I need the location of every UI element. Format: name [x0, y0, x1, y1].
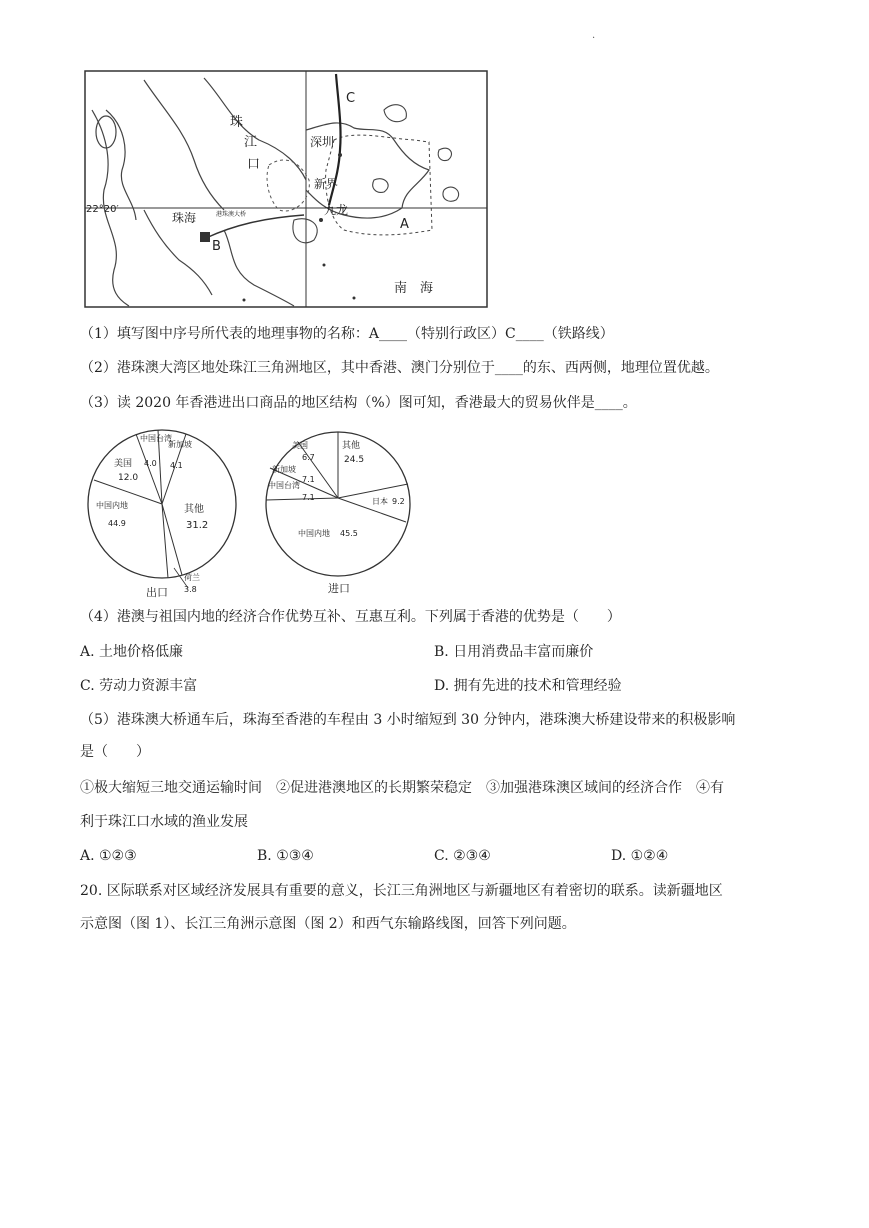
question-3: （3）读 2020 年香港进出口商品的地区结构（%）图可知，香港最大的贸易伙伴是____。 — [80, 395, 637, 411]
import-slice-value: 6.7 — [302, 453, 315, 462]
export-slice-label: 新加坡 — [168, 440, 192, 449]
export-slice-label: 美国 — [114, 459, 133, 469]
question-2: （2）港珠澳大湾区地处珠江三角洲地区，其中香港、澳门分别位于____的东、西两侧，地理位置优越。 — [80, 360, 719, 376]
question-20-line2: 示意图（图 1）、长江三角洲示意图（图 2）和西气东输路线图，回答下列问题。 — [80, 916, 576, 932]
map-label-zhu: 珠 — [230, 115, 244, 130]
export-slice-value: 3.8 — [184, 585, 197, 594]
question-5-line4: 利于珠江口水域的渔业发展 — [80, 814, 248, 830]
question-5-line1: （5）港珠澳大桥通车后，珠海至香港的车程由 3 小时缩短到 30 分钟内，港珠澳大桥建设带来的积极影响 — [80, 712, 736, 728]
question-5-option-d: D. ①②④ — [611, 848, 669, 864]
question-5-option-c: C. ②③④ — [434, 848, 491, 864]
question-5-line3: ①极大缩短三地交通运输时间 ②促进港澳地区的长期繁荣稳定 ③加强港珠澳区域间的经济合作 ④有 — [80, 780, 724, 796]
map-label-shenzhen: 深圳 — [310, 135, 335, 149]
export-slice-label: 中国台湾 — [140, 434, 172, 443]
map-label-nanhai: 南 海 — [394, 281, 434, 296]
map-label-b: B — [212, 239, 221, 254]
import-slice-value: 7.1 — [302, 475, 315, 484]
import-pie-chart — [262, 428, 422, 600]
import-slice-value: 24.5 — [344, 455, 365, 465]
map-label-jiang: 江 — [244, 135, 258, 150]
import-slice-value: 7.1 — [302, 493, 315, 502]
map-label-jiulong: 九龙 — [324, 203, 349, 217]
import-slice-label: 中国台湾 — [268, 481, 300, 490]
pearl-river-map — [84, 70, 488, 308]
import-slice-value: 9.2 — [392, 497, 405, 506]
import-slice-value: 45.5 — [340, 529, 358, 538]
export-caption: 出口 — [146, 586, 168, 599]
page-dot: . — [592, 30, 596, 41]
question-4-stem: （4）港澳与祖国内地的经济合作优势互补、互惠互利。下列属于香港的优势是（ ） — [80, 609, 621, 625]
export-slice-value: 4.0 — [144, 459, 157, 468]
import-slice-label: 中国内地 — [298, 529, 330, 538]
map-label-c: C — [346, 91, 356, 106]
question-4-option-b: B. 日用消费品丰富而廉价 — [434, 644, 594, 660]
export-slice-value: 12.0 — [118, 473, 139, 483]
import-slice-label: 美国 — [292, 441, 308, 450]
export-slice-label: 其他 — [184, 504, 204, 515]
map-label-bridge: 港珠澳大桥 — [216, 211, 247, 218]
export-slice-label: 荷兰 — [184, 573, 200, 582]
question-4-option-c: C. 劳动力资源丰富 — [80, 678, 198, 694]
map-label-zhuhai: 珠海 — [172, 211, 197, 225]
export-slice-value: 31.2 — [186, 520, 209, 531]
export-slice-value: 44.9 — [108, 519, 126, 528]
export-pie-chart — [82, 428, 242, 600]
question-1: （1）填写图中序号所代表的地理事物的名称：A____（特别行政区）C____（铁路线） — [80, 326, 614, 342]
question-4-option-a: A. 土地价格低廉 — [80, 644, 184, 660]
import-slice-label: 其他 — [342, 441, 361, 451]
question-5-option-a: A. ①②③ — [80, 848, 137, 864]
question-5-option-b: B. ①③④ — [257, 848, 314, 864]
map-label-xinjie: 新界 — [314, 177, 339, 191]
export-slice-label: 中国内地 — [96, 501, 128, 510]
question-4-option-d: D. 拥有先进的技术和管理经验 — [434, 678, 622, 694]
import-slice-label: 日本 — [372, 497, 388, 506]
import-caption: 进口 — [328, 582, 350, 595]
map-label-latitude: 22°20′ — [86, 204, 119, 215]
map-label-kou: 口 — [247, 157, 261, 172]
question-20-line1: 20. 区际联系对区域经济发展具有重要的意义，长江三角洲地区与新疆地区有着密切的联系。读新疆地区 — [80, 883, 723, 899]
import-slice-label: 新加坡 — [272, 465, 296, 474]
question-5-line2: 是（ ） — [80, 744, 150, 760]
map-label-a: A — [400, 217, 409, 232]
export-slice-value: 4.1 — [170, 461, 183, 470]
